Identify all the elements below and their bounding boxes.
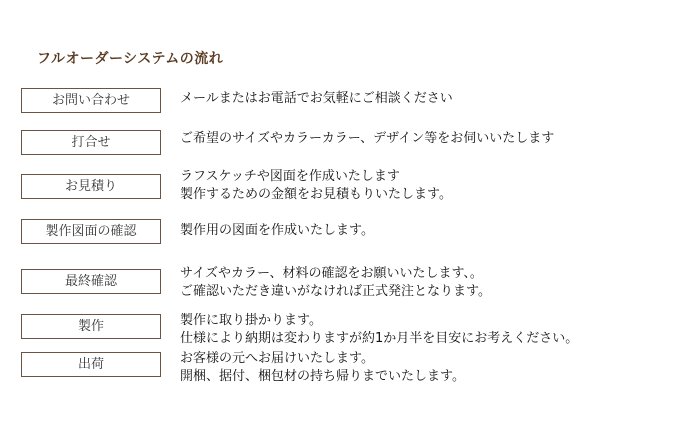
step-desc-line: 製作するための金額をお見積もりいたします。 [180,187,452,202]
step-desc-inquiry [180,90,453,108]
step-label-final-check: 最終確認 [21,269,161,294]
step-label-drawing-check: 製作図面の確認 [21,219,161,244]
step-label-production: 製作 [21,314,161,339]
step-label-estimate: お見積り [21,174,161,199]
step-desc-line: 製作に取り掛かります。 [180,313,322,328]
step-label-inquiry: お問い合わせ [21,88,161,113]
step-desc-shipping [180,350,465,386]
step-desc-line: ラフスケッチや図面を作成いたします [180,169,400,184]
step-desc-line: メールまたはお電話でお気軽にご相談ください [180,91,453,106]
page-title: フルオーダーシステムの流れ [37,51,224,67]
step-desc-estimate [180,168,452,204]
step-desc-line: サイズやカラー、材料の確認をお願いいたします、。 [180,266,483,281]
step-desc-line: 製作用の図面を作成いたします。 [180,223,374,238]
step-desc-line: 仕様により納期は変わりますが約1か月半を目安にお考えください。 [180,331,579,346]
step-label-shipping: 出荷 [21,352,161,377]
step-desc-meeting [180,130,554,148]
step-desc-line: ご希望のサイズやカラーカラー、デザイン等をお伺いいたします [180,131,555,146]
step-desc-final-check [180,265,491,301]
step-desc-line: 開梱、据付、梱包材の持ち帰りまでいたします。 [180,369,465,384]
step-desc-line: ご確認いただき違いがなければ正式発注となります。 [180,284,491,299]
step-desc-line: お客様の元へお届けいたします。 [180,351,374,366]
step-label-meeting: 打合せ [21,130,161,155]
step-desc-production [180,312,578,348]
step-desc-drawing-check [180,222,374,240]
